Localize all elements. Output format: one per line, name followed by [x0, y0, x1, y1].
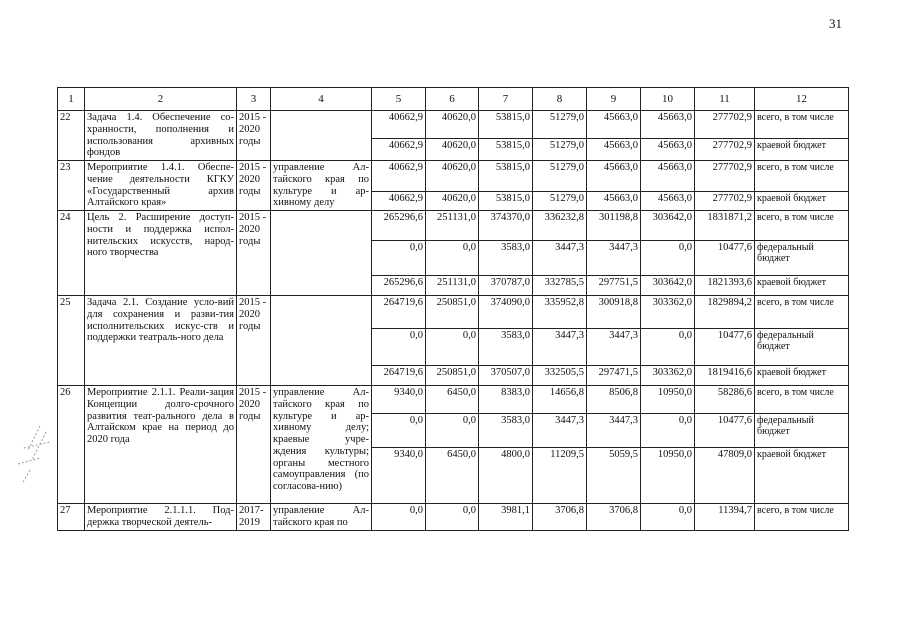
- item-name-cell: Мероприятие 1.4.1. Обеспе-чение деятельности КГКУ «Государственный архив Алтайского края»: [85, 161, 237, 211]
- amount-cell: 0,0: [641, 241, 695, 276]
- page-number: 31: [829, 16, 842, 31]
- amount-cell: 10477,6: [695, 241, 755, 276]
- row-number-cell: 23: [58, 161, 85, 211]
- amount-cell: 265296,6: [372, 211, 426, 241]
- executor-cell: [271, 111, 372, 161]
- amount-cell: 40620,0: [426, 139, 479, 161]
- amount-cell: 277702,9: [695, 191, 755, 210]
- amount-cell: 40662,9: [372, 139, 426, 161]
- amount-cell: 10477,6: [695, 414, 755, 448]
- row-number-cell: 22: [58, 111, 85, 161]
- amount-cell: 45663,0: [587, 161, 641, 192]
- amount-cell: 9340,0: [372, 448, 426, 504]
- amount-cell: 45663,0: [641, 111, 695, 139]
- amount-cell: 0,0: [426, 329, 479, 366]
- amount-cell: 47809,0: [695, 448, 755, 504]
- amount-cell: 3447,3: [533, 241, 587, 276]
- funding-source-cell: федеральный бюджет: [755, 241, 849, 276]
- amount-cell: 45663,0: [587, 139, 641, 161]
- table-row: [58, 111, 849, 139]
- item-name-cell: Мероприятие 2.1.1. Реали-зация Концепции долго-срочного развития теат-рального дела в Алтайском крае на период до 2020 года: [85, 386, 237, 504]
- amount-cell: 301198,8: [587, 211, 641, 241]
- amount-cell: 251131,0: [426, 211, 479, 241]
- header-cell: 11: [695, 88, 755, 111]
- period-cell: 2015 - 2020 годы: [237, 161, 271, 211]
- amount-cell: 0,0: [426, 414, 479, 448]
- amount-cell: 11209,5: [533, 448, 587, 504]
- amount-cell: 3447,3: [533, 329, 587, 366]
- row-number-cell: 26: [58, 386, 85, 504]
- amount-cell: 3583,0: [479, 241, 533, 276]
- executor-cell: управление Ал-тайского края по: [271, 504, 372, 531]
- header-cell: 8: [533, 88, 587, 111]
- header-cell: 1: [58, 88, 85, 111]
- table-row: [58, 211, 849, 241]
- amount-cell: 40662,9: [372, 111, 426, 139]
- pencil-marks: [10, 420, 55, 490]
- amount-cell: 0,0: [426, 504, 479, 531]
- funding-source-cell: всего, в том числе: [755, 296, 849, 329]
- header-cell: 4: [271, 88, 372, 111]
- amount-cell: 5059,5: [587, 448, 641, 504]
- amount-cell: 40620,0: [426, 111, 479, 139]
- amount-cell: 0,0: [641, 414, 695, 448]
- amount-cell: 300918,8: [587, 296, 641, 329]
- amount-cell: 53815,0: [479, 111, 533, 139]
- amount-cell: 265296,6: [372, 276, 426, 296]
- header-cell: 5: [372, 88, 426, 111]
- amount-cell: 0,0: [641, 329, 695, 366]
- amount-cell: 370507,0: [479, 366, 533, 386]
- amount-cell: 53815,0: [479, 191, 533, 210]
- amount-cell: 374370,0: [479, 211, 533, 241]
- row-number-cell: 27: [58, 504, 85, 531]
- amount-cell: 45663,0: [587, 111, 641, 139]
- amount-cell: 370787,0: [479, 276, 533, 296]
- amount-cell: 51279,0: [533, 191, 587, 210]
- amount-cell: 277702,9: [695, 111, 755, 139]
- executor-cell: [271, 296, 372, 386]
- amount-cell: 40620,0: [426, 191, 479, 210]
- amount-cell: 303642,0: [641, 211, 695, 241]
- header-row: [58, 88, 849, 111]
- amount-cell: 10477,6: [695, 329, 755, 366]
- amount-cell: 14656,8: [533, 386, 587, 414]
- amount-cell: 53815,0: [479, 161, 533, 192]
- period-cell: 2015 - 2020 годы: [237, 386, 271, 504]
- item-name-cell: Задача 2.1. Создание усло-вий для сохранения и разви-тия исполнительских искус-ств и поддержки театраль-ного дела: [85, 296, 237, 386]
- budget-table: [57, 87, 849, 531]
- amount-cell: 264719,6: [372, 296, 426, 329]
- amount-cell: 303362,0: [641, 366, 695, 386]
- amount-cell: 3447,3: [587, 414, 641, 448]
- amount-cell: 250851,0: [426, 296, 479, 329]
- amount-cell: 9340,0: [372, 386, 426, 414]
- amount-cell: 297751,5: [587, 276, 641, 296]
- amount-cell: 0,0: [372, 504, 426, 531]
- amount-cell: 251131,0: [426, 276, 479, 296]
- amount-cell: 45663,0: [641, 161, 695, 192]
- table-row: [58, 386, 849, 414]
- funding-source-cell: всего, в том числе: [755, 211, 849, 241]
- amount-cell: 3706,8: [587, 504, 641, 531]
- amount-cell: 0,0: [641, 504, 695, 531]
- amount-cell: 40662,9: [372, 161, 426, 192]
- amount-cell: 264719,6: [372, 366, 426, 386]
- amount-cell: 297471,5: [587, 366, 641, 386]
- amount-cell: 1831871,2: [695, 211, 755, 241]
- funding-source-cell: всего, в том числе: [755, 504, 849, 531]
- amount-cell: 374090,0: [479, 296, 533, 329]
- amount-cell: 0,0: [372, 241, 426, 276]
- amount-cell: 6450,0: [426, 386, 479, 414]
- item-name-cell: Мероприятие 2.1.1.1. Под-держка творческой деятель-: [85, 504, 237, 531]
- executor-cell: [271, 211, 372, 296]
- amount-cell: 3447,3: [587, 329, 641, 366]
- period-cell: 2017- 2019: [237, 504, 271, 531]
- funding-source-cell: федеральный бюджет: [755, 414, 849, 448]
- funding-source-cell: федеральный бюджет: [755, 329, 849, 366]
- amount-cell: 3583,0: [479, 414, 533, 448]
- amount-cell: 335952,8: [533, 296, 587, 329]
- amount-cell: 4800,0: [479, 448, 533, 504]
- item-name-cell: Задача 1.4. Обеспечение со-хранности, пополнения и использования архивных фондов: [85, 111, 237, 161]
- amount-cell: 10950,0: [641, 448, 695, 504]
- amount-cell: 303642,0: [641, 276, 695, 296]
- header-cell: 2: [85, 88, 237, 111]
- amount-cell: 250851,0: [426, 366, 479, 386]
- funding-source-cell: краевой бюджет: [755, 139, 849, 161]
- table-row: [58, 296, 849, 329]
- header-cell: 6: [426, 88, 479, 111]
- amount-cell: 3447,3: [587, 241, 641, 276]
- executor-cell: управление Ал-тайского края по культуре и ар-хивному делу; краевые учре-ждения культуры; органы местного самоуправления (по согласова-нию): [271, 386, 372, 504]
- amount-cell: 51279,0: [533, 161, 587, 192]
- funding-source-cell: всего, в том числе: [755, 161, 849, 192]
- amount-cell: 8506,8: [587, 386, 641, 414]
- amount-cell: 40662,9: [372, 191, 426, 210]
- amount-cell: 45663,0: [641, 139, 695, 161]
- header-cell: 7: [479, 88, 533, 111]
- amount-cell: 332505,5: [533, 366, 587, 386]
- amount-cell: 11394,7: [695, 504, 755, 531]
- amount-cell: 10950,0: [641, 386, 695, 414]
- amount-cell: 3706,8: [533, 504, 587, 531]
- amount-cell: 3583,0: [479, 329, 533, 366]
- amount-cell: 45663,0: [587, 191, 641, 210]
- amount-cell: 6450,0: [426, 448, 479, 504]
- amount-cell: 303362,0: [641, 296, 695, 329]
- period-cell: 2015 - 2020 годы: [237, 296, 271, 386]
- amount-cell: 3981,1: [479, 504, 533, 531]
- amount-cell: 1829894,2: [695, 296, 755, 329]
- header-cell: 12: [755, 88, 849, 111]
- amount-cell: 51279,0: [533, 139, 587, 161]
- amount-cell: 40620,0: [426, 161, 479, 192]
- header-cell: 9: [587, 88, 641, 111]
- funding-source-cell: всего, в том числе: [755, 386, 849, 414]
- amount-cell: 51279,0: [533, 111, 587, 139]
- table-row: [58, 504, 849, 531]
- funding-source-cell: краевой бюджет: [755, 448, 849, 504]
- amount-cell: 8383,0: [479, 386, 533, 414]
- amount-cell: 45663,0: [641, 191, 695, 210]
- amount-cell: 332785,5: [533, 276, 587, 296]
- amount-cell: 0,0: [372, 329, 426, 366]
- funding-source-cell: всего, в том числе: [755, 111, 849, 139]
- header-cell: 10: [641, 88, 695, 111]
- funding-source-cell: краевой бюджет: [755, 276, 849, 296]
- amount-cell: 1819416,6: [695, 366, 755, 386]
- period-cell: 2015 - 2020 годы: [237, 211, 271, 296]
- header-cell: 3: [237, 88, 271, 111]
- amount-cell: 0,0: [372, 414, 426, 448]
- executor-cell: управление Ал-тайского края по культуре и ар-хивному делу: [271, 161, 372, 211]
- item-name-cell: Цель 2. Расширение доступ-ности и поддержка испол-нительских искусств, народ-ного творчества: [85, 211, 237, 296]
- amount-cell: 0,0: [426, 241, 479, 276]
- amount-cell: 277702,9: [695, 139, 755, 161]
- funding-source-cell: краевой бюджет: [755, 366, 849, 386]
- funding-source-cell: краевой бюджет: [755, 191, 849, 210]
- period-cell: 2015 - 2020 годы: [237, 111, 271, 161]
- amount-cell: 336232,8: [533, 211, 587, 241]
- row-number-cell: 24: [58, 211, 85, 296]
- row-number-cell: 25: [58, 296, 85, 386]
- amount-cell: 1821393,6: [695, 276, 755, 296]
- table-row: [58, 161, 849, 192]
- amount-cell: 53815,0: [479, 139, 533, 161]
- amount-cell: 58286,6: [695, 386, 755, 414]
- amount-cell: 277702,9: [695, 161, 755, 192]
- amount-cell: 3447,3: [533, 414, 587, 448]
- table-body: [58, 111, 849, 531]
